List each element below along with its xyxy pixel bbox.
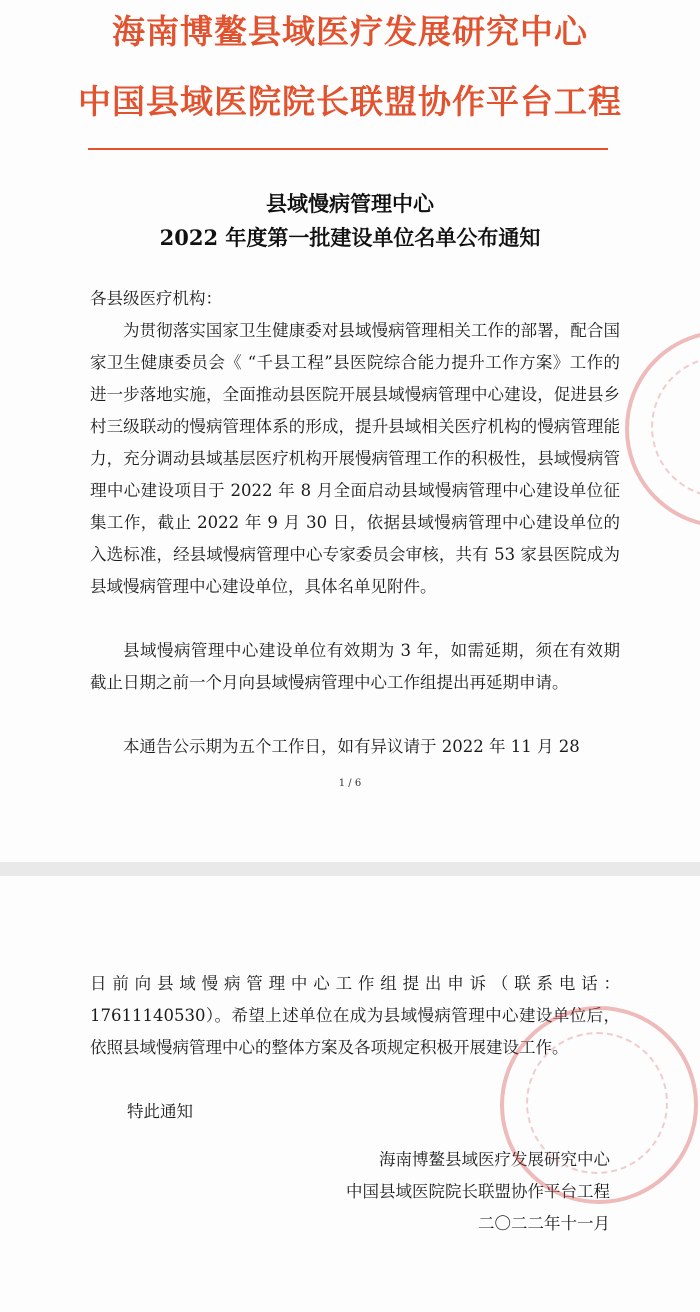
paragraph-2: 县域慢病管理中心建设单位有效期为 3 年，如需延期，须在有效期截止日期之前一个月向县域慢病管理中心工作组提出再延期申请。 bbox=[90, 641, 620, 692]
signature-date: 二〇二二年十一月 bbox=[478, 1214, 610, 1233]
official-seal-partial bbox=[625, 330, 700, 528]
official-seal bbox=[500, 1006, 698, 1204]
paragraph-3: 本通告公示期为五个工作日，如有异议请于 2022 年 11 月 28 bbox=[123, 737, 580, 756]
salutation: 各县级医疗机构： bbox=[90, 289, 222, 308]
signature-org1: 海南博鳌县域医疗发展研究中心 bbox=[379, 1150, 610, 1169]
letterhead-org-line2: 中国县域医院院长联盟协作平台工程 bbox=[78, 82, 622, 121]
paragraph-4: 日前向县域慢病管理中心工作组提出申诉（联系电话：17611140530）。希望上述单位在成为县域慢病管理中心建设单位后，依照县域慢病管理中心的整体方案及各项规定积极开展建设工作。 bbox=[90, 974, 620, 1057]
letterhead-org-line1: 海南博鳌县域医疗发展研究中心 bbox=[112, 12, 588, 51]
closing-phrase: 特此通知 bbox=[127, 1102, 193, 1121]
letterhead-divider bbox=[88, 148, 608, 150]
document-title-line2: 2022 年度第一批建设单位名单公布通知 bbox=[159, 225, 541, 250]
signature-org2: 中国县域医院院长联盟协作平台工程 bbox=[346, 1182, 610, 1201]
paragraph-1: 为贯彻落实国家卫生健康委对县域慢病管理相关工作的部署，配合国家卫生健康委员会《 “千县工程”县医院综合能力提升工作方案》工作的进一步落地实施，全面推动县医院开展县域慢病管理中心建设，促进县乡村三级联动的慢病管理体系的形成，提升县域相关医疗机构的慢病管理能力，充分调动县域基层医疗机构开展慢病管理工作的积极性，县域慢病管理中心建设项目于 2022 年 8 月全面启动县域慢病管理中心建设单位征集工作，截止 2022 年 9 月 30 日，依据县域慢病管理中心建设单位的入选标准，经县域慢病管理中心专家委员会审核，共有 53 家县医院成为县域慢病管理中心建设单位，具体名单见附件。 bbox=[90, 321, 620, 596]
document-title-line1: 县域慢病管理中心 bbox=[266, 191, 434, 216]
page-number: 1 / 6 bbox=[338, 778, 362, 789]
